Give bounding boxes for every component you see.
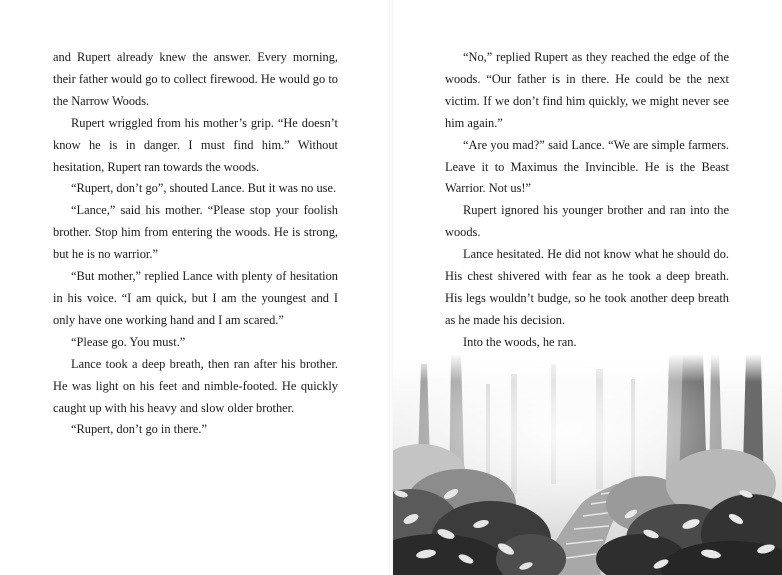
forest-path-illustration xyxy=(391,354,782,575)
paragraph: “Lance,” said his mother. “Please stop your foolish brother. Stop him from entering the woods. He is strong, but he is no warrior.” xyxy=(53,203,338,262)
paragraph: and Rupert already knew the answer. Every morning, their father would go to collect firewood. He would go to the Narrow Woods. xyxy=(53,50,338,108)
left-page-text xyxy=(53,47,338,441)
paragraph: “No,” replied Rupert as they reached the edge of the woods. “Our father is in there. He could be the next victim. If we don’t find him quickly, we might never see him again.” xyxy=(445,50,729,130)
paragraph: “Are you mad?” said Lance. “We are simple farmers. Leave it to Maximus the Invincible. He is the Beast Warrior. Not us!” xyxy=(445,137,729,196)
paragraph: Rupert wriggled from his mother’s grip. “He doesn’t know he is in danger. I must find him.” Without hesitation, Rupert ran towards the woods. xyxy=(53,115,338,174)
paragraph: “Rupert, don’t go”, shouted Lance. But it was no use. xyxy=(71,181,337,196)
book-gutter xyxy=(389,0,393,575)
paragraph: Lance took a deep breath, then ran after his brother. He was light on his feet and nimble-footed. He quickly caught up with his heavy and slow older brother. xyxy=(53,356,338,415)
paragraph: “Please go. You must.” xyxy=(71,334,186,349)
paragraph: “But mother,” replied Lance with plenty of hesitation in his voice. “I am quick, but I am the youngest and I only have one working hand and I am scared.” xyxy=(53,269,338,327)
paragraph: Rupert ignored his younger brother and ran into the woods. xyxy=(445,203,729,240)
paragraph: “Rupert, don’t go in there.” xyxy=(71,422,208,437)
paragraph: Into the woods, he ran. xyxy=(463,334,577,349)
right-page-text xyxy=(445,47,729,354)
right-page xyxy=(391,0,782,575)
paragraph: Lance hesitated. He did not know what he should do. His chest shivered with fear as he took a deep breath. His legs wouldn’t budge, so he took another deep breath as he made his decision. xyxy=(445,247,729,327)
